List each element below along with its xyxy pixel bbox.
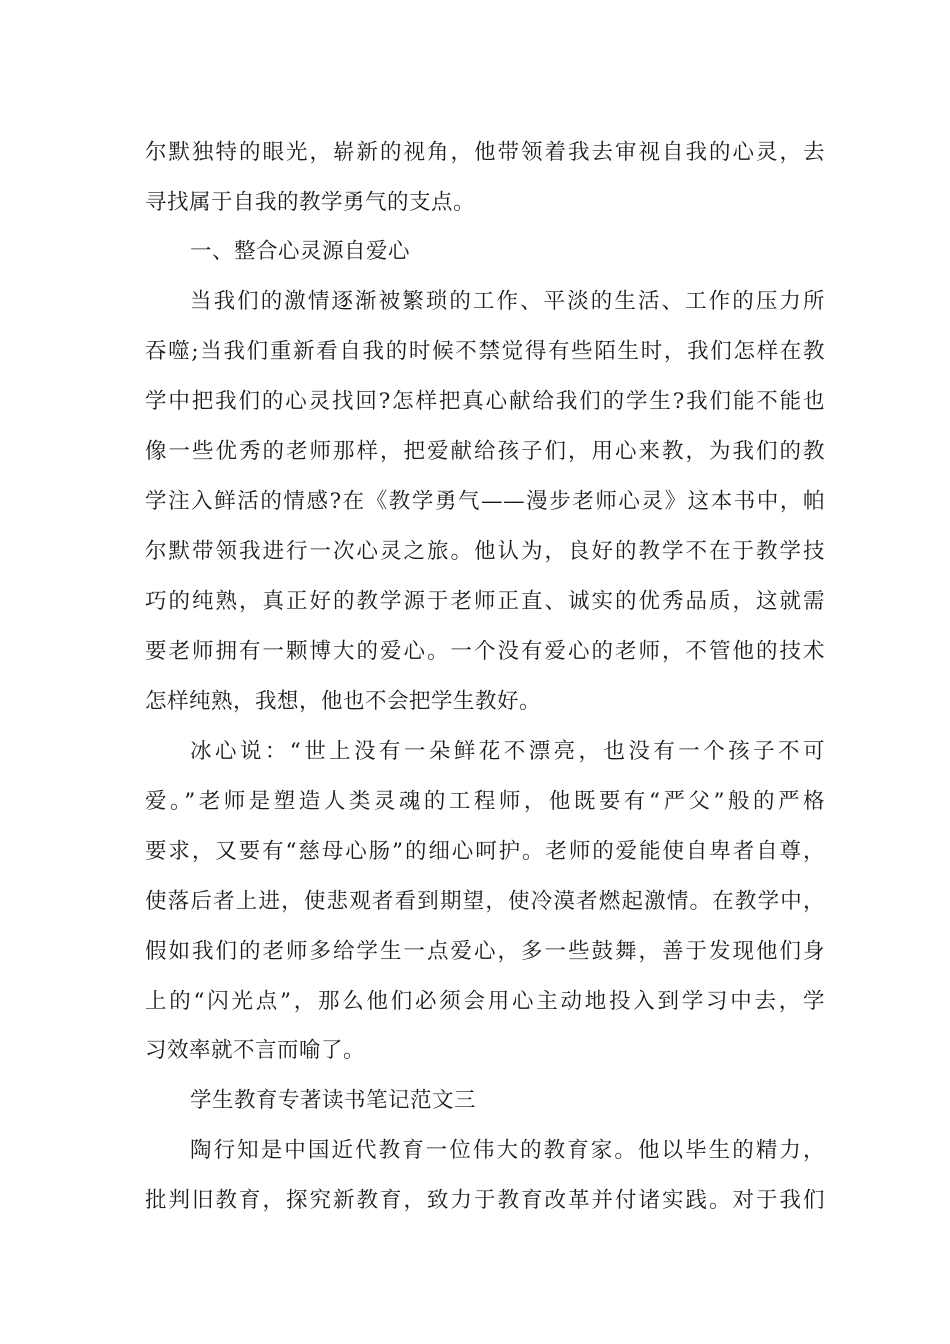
section-heading: 一、整合心灵源自爱心 bbox=[190, 239, 411, 264]
body-line: 尔默独特的眼光，崭新的视角，他带领着我去审视自我的心灵，去 bbox=[145, 140, 825, 165]
body-line: 要求，又要有“慈母心肠”的细心呵护。老师的爱能使自卑者自尊， bbox=[145, 839, 825, 864]
body-line: 使落后者上进，使悲观者看到期望，使冷漠者燃起激情。在教学中， bbox=[145, 889, 825, 914]
body-line: 学中把我们的心灵找回?怎样把真心献给我们的学生?我们能不能也 bbox=[145, 389, 825, 414]
body-line: 当我们的激情逐渐被繁琐的工作、平淡的生活、工作的压力所 bbox=[190, 289, 825, 314]
section-heading: 学生教育专著读书笔记范文三 bbox=[190, 1088, 477, 1113]
body-line: 要老师拥有一颗博大的爱心。一个没有爱心的老师，不管他的技术 bbox=[145, 639, 825, 664]
body-line: 陶行知是中国近代教育一位伟大的教育家。他以毕生的精力， bbox=[190, 1138, 825, 1163]
body-line: 批判旧教育，探究新教育，致力于教育改革并付诸实践。对于我们 bbox=[145, 1188, 825, 1213]
body-line: 巧的纯熟，真正好的教学源于老师正直、诚实的优秀品质，这就需 bbox=[145, 589, 825, 614]
body-line: 怎样纯熟，我想，他也不会把学生教好。 bbox=[145, 689, 542, 714]
body-line: 吞噬;当我们重新看自我的时候不禁觉得有些陌生时，我们怎样在教 bbox=[145, 339, 825, 364]
body-line: 习效率就不言而喻了。 bbox=[145, 1038, 366, 1063]
body-line: 尔默带领我进行一次心灵之旅。他认为，良好的教学不在于教学技 bbox=[145, 539, 825, 564]
body-line: 寻找属于自我的教学勇气的支点。 bbox=[145, 190, 476, 215]
body-line: 冰心说：“世上没有一朵鲜花不漂亮，也没有一个孩子不可 bbox=[190, 739, 825, 764]
body-line: 学注入鲜活的情感?在《教学勇气——漫步老师心灵》这本书中，帕 bbox=[145, 489, 825, 514]
body-line: 爱。”老师是塑造人类灵魂的工程师，他既要有“严父”般的严格 bbox=[145, 789, 825, 814]
body-line: 上的“闪光点”，那么他们必须会用心主动地投入到学习中去，学 bbox=[145, 989, 825, 1014]
body-line: 像一些优秀的老师那样，把爱献给孩子们，用心来教，为我们的教 bbox=[145, 439, 825, 464]
body-line: 假如我们的老师多给学生一点爱心，多一些鼓舞，善于发现他们身 bbox=[145, 939, 825, 964]
